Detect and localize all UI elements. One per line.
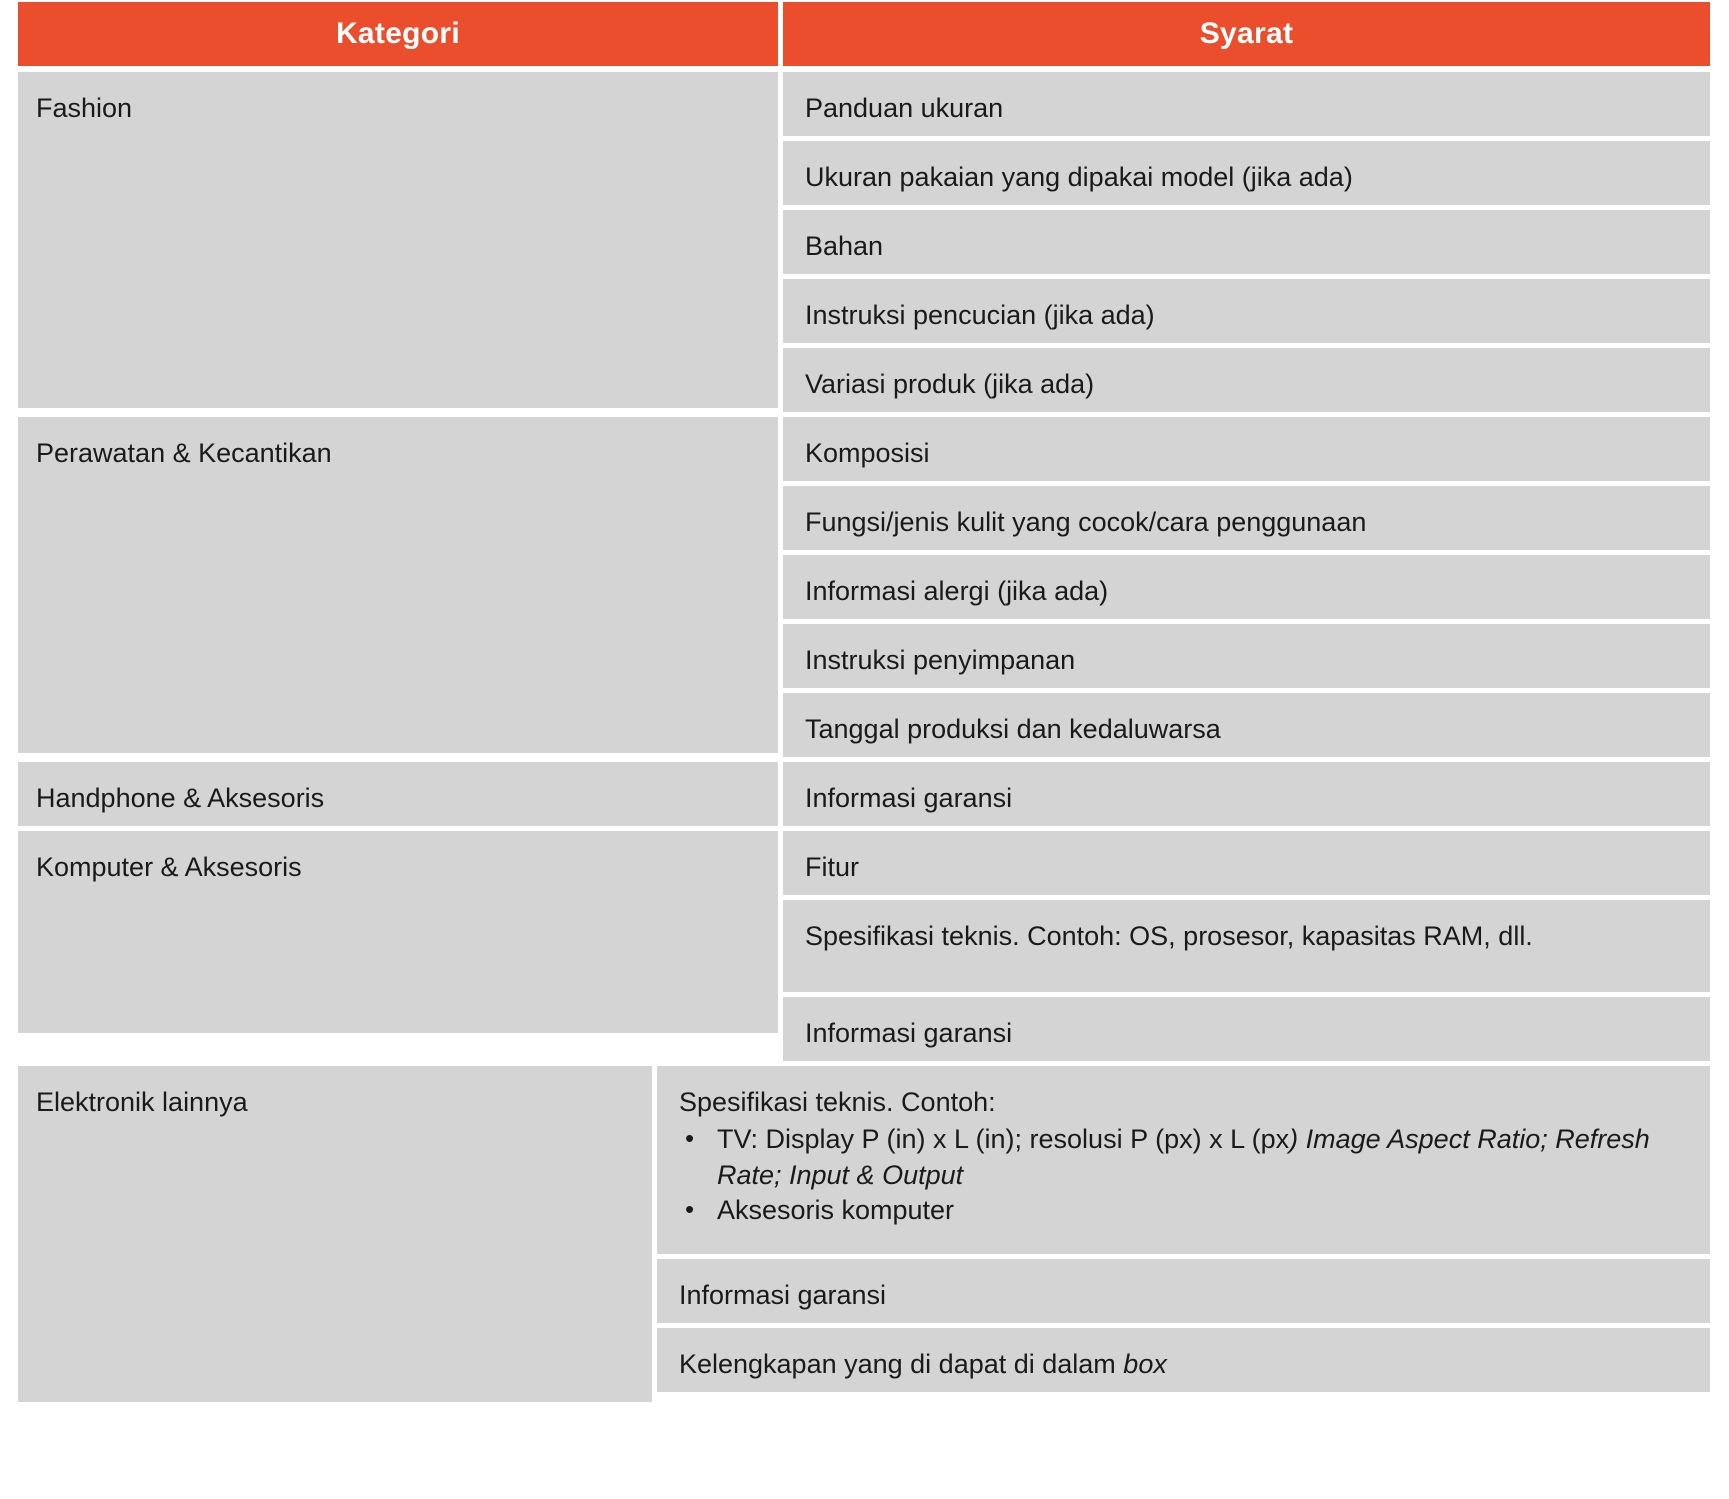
- bullet-tv-plain-text: TV: Display P (in) x L (in); resolusi P (px) x L (px: [716, 1124, 1290, 1155]
- requirement-cell: Fitur: [783, 831, 1710, 895]
- bullet-item-aksesoris: [679, 1193, 1688, 1229]
- requirement-cell: Fungsi/jenis kulit yang cocok/cara penggunaan: [783, 486, 1710, 550]
- requirements-table: [18, 2, 1710, 1407]
- requirement-cell-spesifikasi-teknis: [657, 1066, 1710, 1254]
- requirements-column-fashion: [783, 72, 1710, 412]
- requirement-cell: Informasi garansi: [783, 997, 1710, 1061]
- spesifikasi-bullet-list: [679, 1122, 1688, 1229]
- requirement-cell: Bahan: [783, 210, 1710, 274]
- bullet-aksesoris-text: Aksesoris komputer: [716, 1195, 955, 1226]
- bullet-tv-italic-text: ) Image Aspect Ratio; Refresh Rate; Input & Output: [716, 1124, 1650, 1190]
- category-cell-perawatan-kecantikan: Perawatan & Kecantikan: [18, 417, 778, 753]
- table-row: [18, 762, 1710, 826]
- requirements-column-elektronik-lainnya: [657, 1066, 1710, 1402]
- spesifikasi-intro: Spesifikasi teknis. Contoh:: [678, 1087, 996, 1117]
- requirement-cell: Informasi garansi: [783, 762, 1710, 826]
- column-header-syarat: Syarat: [783, 2, 1710, 66]
- kelengkapan-italic-text: box: [1123, 1349, 1167, 1379]
- requirement-cell-kelengkapan: [657, 1328, 1710, 1392]
- requirements-column-komputer-aksesoris: [783, 831, 1710, 1061]
- requirement-cell: Komposisi: [783, 417, 1710, 481]
- requirement-cell: Instruksi penyimpanan: [783, 624, 1710, 688]
- category-cell-fashion: Fashion: [18, 72, 778, 408]
- requirement-cell: Panduan ukuran: [783, 72, 1710, 136]
- requirement-cell: Instruksi pencucian (jika ada): [783, 279, 1710, 343]
- table-row: [18, 417, 1710, 757]
- bullet-item-tv: [679, 1122, 1688, 1193]
- requirement-cell: Variasi produk (jika ada): [783, 348, 1710, 412]
- table-row: [18, 72, 1710, 412]
- table-header-row: [18, 2, 1710, 66]
- requirement-cell: Tanggal produksi dan kedaluwarsa: [783, 693, 1710, 757]
- table-row: [18, 831, 1710, 1061]
- requirements-column-perawatan-kecantikan: [783, 417, 1710, 757]
- requirements-column-handphone-aksesoris: [783, 762, 1710, 826]
- category-cell-elektronik-lainnya: Elektronik lainnya: [18, 1066, 652, 1402]
- requirement-cell: Ukuran pakaian yang dipakai model (jika ada): [783, 141, 1710, 205]
- requirement-cell: Informasi garansi: [657, 1259, 1710, 1323]
- category-cell-komputer-aksesoris: Komputer & Aksesoris: [18, 831, 778, 1033]
- table-row: [18, 1066, 1710, 1402]
- requirement-cell: Informasi alergi (jika ada): [783, 555, 1710, 619]
- column-header-kategori: Kategori: [18, 2, 778, 66]
- category-cell-handphone-aksesoris: Handphone & Aksesoris: [18, 762, 778, 826]
- kelengkapan-plain-text: Kelengkapan yang di dapat di dalam: [678, 1349, 1124, 1379]
- table-body: [18, 72, 1710, 1402]
- requirement-cell: Spesifikasi teknis. Contoh: OS, prosesor, kapasitas RAM, dll.: [783, 900, 1710, 992]
